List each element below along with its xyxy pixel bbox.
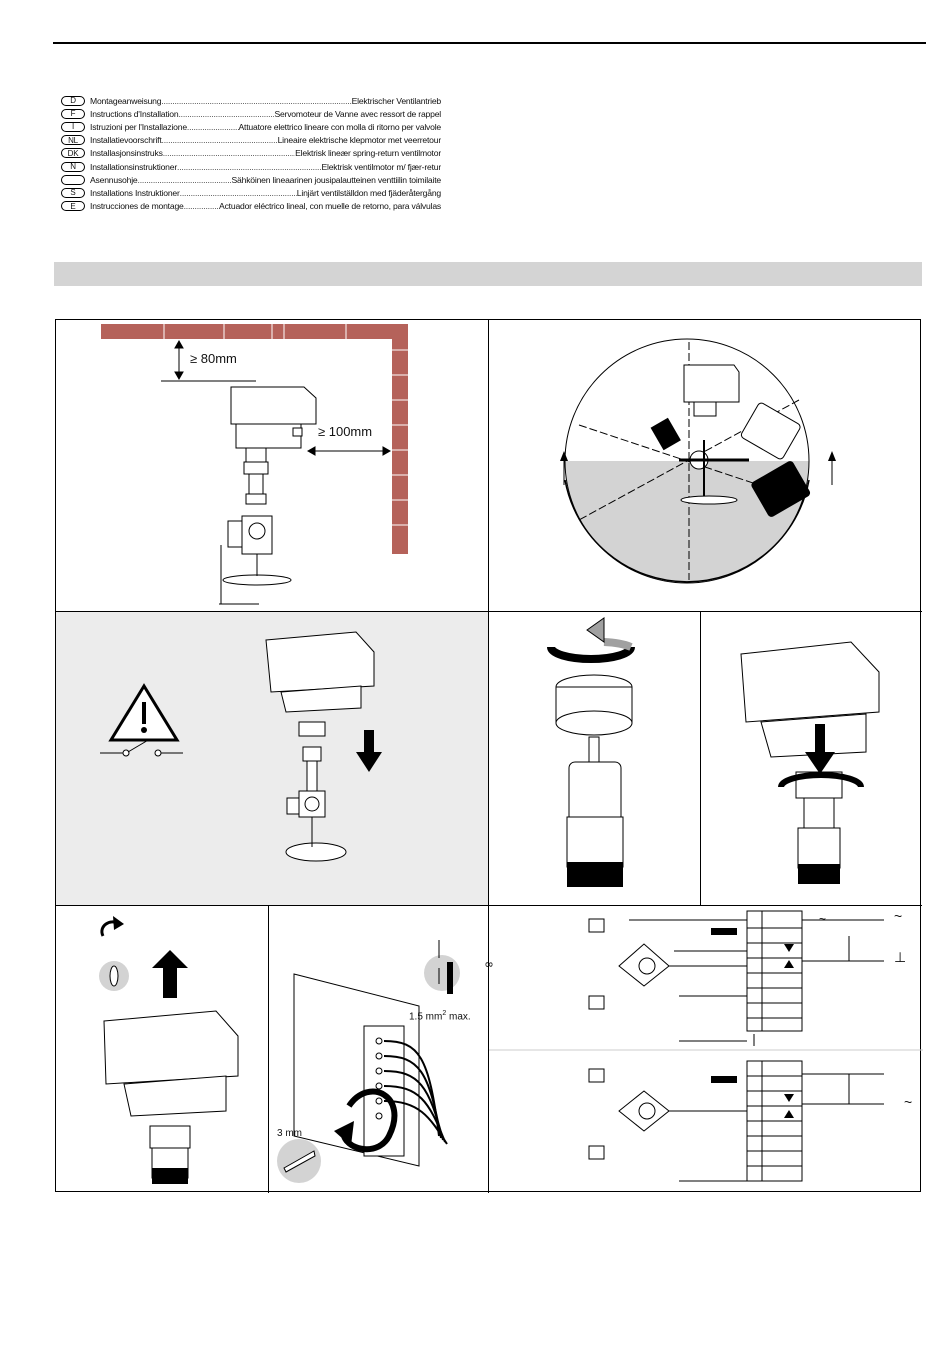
wire-size-value: 1.5 mm	[409, 1011, 443, 1023]
side-clearance-label: ≥ 100mm	[318, 424, 373, 439]
leader-dots	[180, 188, 297, 198]
language-product-name: Elektrischer Ventilantrieb	[351, 95, 441, 106]
language-code-badge: I	[61, 122, 85, 132]
language-entry	[90, 122, 441, 132]
language-code-badge: NL	[61, 135, 85, 145]
language-instruction-title: Installations Instruktioner	[90, 187, 180, 198]
disconnect-illustration	[56, 612, 488, 906]
language-product-name: Elektrisk ventilmotor m/ fjær-retur	[321, 161, 441, 172]
language-row	[61, 107, 441, 120]
wire-size-label	[409, 1010, 471, 1022]
language-product-name: Sähköinen lineaarinen jousipalautteinen venttiilin toimilaite	[231, 174, 441, 185]
panel-remove-cover	[56, 905, 268, 1193]
language-entry	[90, 148, 441, 158]
language-entry	[90, 188, 441, 198]
panel-disconnect	[56, 611, 488, 905]
illustration-grid	[55, 319, 921, 1192]
language-code-badge: DK	[61, 148, 85, 158]
wire-size-suffix: max.	[446, 1011, 471, 1023]
ac-symbol-top: ~	[894, 908, 903, 924]
panel-remove-cap	[488, 611, 700, 905]
remove-cap-illustration	[489, 612, 701, 906]
language-product-name: Linjärt ventilställdon med fjäderåtergång	[296, 187, 441, 198]
leader-dots	[138, 175, 232, 185]
language-entry	[90, 135, 441, 145]
screwdriver-size-label: 3 mm	[277, 1128, 302, 1139]
language-entry	[90, 96, 441, 106]
language-instruction-title: Installationsinstruktioner	[90, 161, 177, 172]
leader-dots	[184, 201, 219, 211]
language-code-badge: S	[61, 188, 85, 198]
language-instruction-title: Installatievoorschrift	[90, 135, 162, 146]
language-row	[61, 186, 441, 199]
language-instruction-title: Montageanweisung	[90, 95, 162, 106]
language-instruction-title: Installasjonsinstruks	[90, 148, 163, 159]
leader-dots	[177, 162, 321, 172]
remove-cover-illustration	[56, 906, 268, 1194]
clearance-illustration	[56, 320, 488, 611]
wiring-terminal-illustration	[269, 906, 489, 1194]
language-product-name: Attuatore elettrico lineare con molla di ritorno per valvole	[238, 121, 441, 132]
language-row	[61, 147, 441, 160]
language-code-badge: N	[61, 162, 85, 172]
language-code-badge	[61, 175, 85, 185]
language-instruction-title: Istruzioni per l'Installazione	[90, 121, 187, 132]
language-product-name: Actuador eléctrico lineal, con muelle de retorno, para válvulas	[219, 201, 441, 212]
ground-symbol: ⊥	[894, 949, 907, 965]
language-list	[61, 94, 441, 213]
language-product-name: Servomoteur de Vanne avec ressort de rappel	[274, 108, 441, 119]
top-rule	[53, 42, 926, 44]
language-row	[61, 134, 441, 147]
mount-actuator-illustration	[701, 612, 923, 906]
leader-dots	[163, 148, 295, 158]
ac-symbol-1: ~	[819, 912, 827, 926]
language-product-name: Elektrisk lineær spring-return ventilmotor	[295, 148, 441, 159]
ac-symbol-bottom: ~	[904, 1094, 913, 1110]
language-code-badge: D	[61, 96, 85, 106]
language-entry	[90, 201, 441, 211]
orientation-illustration	[489, 320, 923, 611]
language-row	[61, 200, 441, 213]
language-row	[61, 120, 441, 133]
language-instruction-title: Asennusohje	[90, 174, 138, 185]
language-code-badge: F	[61, 109, 85, 119]
leader-dots	[178, 109, 274, 119]
wiring-diagrams-illustration	[489, 906, 923, 1194]
section-header-bar	[54, 262, 922, 286]
panel-mount-actuator	[700, 611, 922, 905]
wire-size-exponent: 2	[442, 1010, 447, 1017]
language-instruction-title: Instrucciones de montage	[90, 201, 184, 212]
language-instruction-title: Instructions d'Installation	[90, 108, 179, 119]
leader-dots	[162, 135, 278, 145]
leader-dots	[187, 122, 239, 132]
language-code-badge: E	[61, 201, 85, 211]
language-row	[61, 173, 441, 186]
panel-clearance	[56, 320, 488, 611]
language-row	[61, 160, 441, 173]
panel-wiring-diagrams	[488, 905, 922, 1193]
top-clearance-label: ≥ 80mm	[190, 351, 237, 366]
language-product-name: Lineaire elektrische klepmotor met veerretour	[277, 135, 441, 146]
strip-length-label: 8	[482, 961, 494, 968]
leader-dots	[161, 96, 351, 106]
language-row	[61, 94, 441, 107]
language-entry	[90, 109, 441, 119]
panel-wiring-terminal	[268, 905, 494, 1193]
language-entry	[90, 162, 441, 172]
panel-orientation	[488, 320, 922, 611]
language-entry	[90, 175, 441, 185]
